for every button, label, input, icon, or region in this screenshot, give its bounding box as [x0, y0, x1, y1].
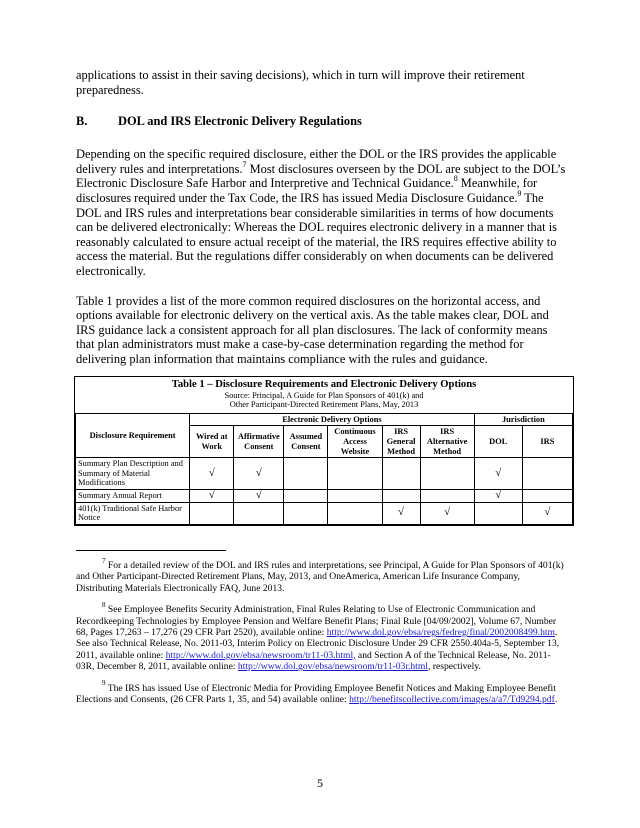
table-source-line: Other Participant-Directed Retirement Plans, May, 2013	[229, 400, 419, 410]
row-label: 401(k) Traditional Safe Harbor Notice	[76, 502, 190, 524]
footnote-number: 7	[102, 556, 106, 565]
text-run: The DOL and IRS rules and interpretations bear considerable similarities in terms of how documents can be delivered electronically: Whereas the DOL requires electronic delivery in a manner that is reasonably calculated to ensure actual receipt of the material, the IRS requires effective ability to access the material. But the regulations differ considerably on when documents can be delivered electronically.	[76, 190, 557, 278]
check-mark-cell: √	[420, 502, 474, 524]
column-header: Assumed Consent	[284, 426, 328, 458]
column-header: IRS	[522, 426, 572, 458]
check-mark-cell: √	[234, 489, 284, 502]
header-electronic-delivery: Electronic Delivery Options	[190, 413, 474, 426]
footnote-ref-7: 7	[242, 159, 247, 169]
paragraph: applications to assist in their saving decisions), which in turn will improve their retirement preparedness.	[76, 68, 525, 97]
footnote-text: , respectively.	[427, 661, 481, 673]
footnote-ref-8: 8	[453, 174, 458, 184]
check-mark-cell: √	[234, 458, 284, 490]
table-row	[76, 489, 573, 502]
column-header: Wired at Work	[190, 426, 234, 458]
text-run: Most disclosures overseen by the DOL are subject to the DOL’s Electronic Disclosure Safe Harbor and Interpretive and Technical Guidance.	[76, 161, 566, 191]
paragraph: Table 1 provides a list of the more common required disclosures on the horizontal access, and options available for electronic delivery on the vertical axis. As the table makes clear, DOL and IRS guidance lack a consistent approach for all plan disclosures. The lack of conformity means that plan administrators must make a case-by-case determination regarding the method for delivering plan information that maintains compliance with the rules and guidance.	[76, 293, 549, 366]
header-jurisdiction: Jurisdiction	[474, 413, 572, 426]
footnote-number: 8	[102, 601, 106, 610]
column-header: Continuous Access Website	[328, 426, 382, 458]
footnote-text: . See also Technical Release, No. 2011-03, Interim Policy on Electronic Disclosure Under 29 CFR 2550.404a-5, September 13, 2011, available online:	[76, 627, 560, 661]
empty-cell	[284, 502, 328, 524]
column-header: DOL	[474, 426, 522, 458]
empty-cell	[474, 502, 522, 524]
check-mark-cell: √	[382, 502, 420, 524]
footnote-7	[76, 556, 568, 594]
check-mark-cell: √	[190, 489, 234, 502]
check-mark-cell: √	[474, 458, 522, 490]
footnote-text: The IRS has issued Use of Electronic Media for Providing Employee Benefit Notices and Making Employee Benefit Elections and Consents, (26 CFR Parts 1, 35, and 54) available online:	[76, 682, 556, 706]
text-run: Depending on the specific required disclosure, either the DOL or the IRS provides the applicable delivery rules and interpretations.	[76, 147, 557, 176]
footnote-ref-9: 9	[517, 188, 522, 198]
footnote-text: .	[554, 694, 558, 706]
table-row	[76, 458, 573, 490]
footnote-link[interactable]: http://www.dol.gov/ebsa/regs/fedreg/final/2002008499.htm	[326, 627, 556, 639]
footnote-number: 9	[102, 679, 106, 688]
empty-cell	[328, 458, 382, 490]
table-row	[76, 502, 573, 524]
empty-cell	[234, 502, 284, 524]
row-label: Summary Annual Report	[76, 489, 190, 502]
empty-cell	[382, 489, 420, 502]
empty-cell	[284, 489, 328, 502]
section-number: B.	[76, 114, 88, 129]
empty-cell	[328, 502, 382, 524]
empty-cell	[522, 489, 572, 502]
disclosure-table	[74, 376, 574, 526]
check-mark-cell: √	[190, 458, 234, 490]
paragraph	[76, 147, 568, 278]
column-header: Affirmative Consent	[234, 426, 284, 458]
table-source-line: Source: Principal, A Guide for Plan Sponsors of 401(k) and	[224, 391, 424, 400]
column-header: IRS Alternative Method	[420, 426, 474, 458]
empty-cell	[522, 458, 572, 490]
footnote-link[interactable]: http://www.dol.gov/ebsa/newsroom/tr11-03r.html	[237, 661, 428, 673]
footnote-link[interactable]: http://benefitscollective.com/images/a/a7/Td9294.pdf	[349, 694, 555, 706]
table-title: Table 1 – Disclosure Requirements and Electronic Delivery Options	[171, 379, 477, 390]
section-heading	[76, 114, 568, 129]
empty-cell	[190, 502, 234, 524]
empty-cell	[382, 458, 420, 490]
check-mark-cell: √	[522, 502, 572, 524]
footnote-text: See Employee Benefits Security Administration, Final Rules Relating to Use of Electronic Communication and Recordkeeping Technologies by Employee Pension and Welfare Benefit Plans; Final Rule [04/09/2002], Volume 67, Number 68, Pages 17,263 – 17,276 (29 CFR Part 2520), available online:	[76, 604, 557, 639]
empty-cell	[420, 458, 474, 490]
row-label: Summary Plan Description and Summary of Material Modifications	[76, 458, 190, 490]
footnote-8	[76, 601, 568, 673]
empty-cell	[328, 489, 382, 502]
footnote-9	[76, 679, 568, 706]
footnote-link[interactable]: http://www.dol.gov/ebsa/newsroom/tr11-03.html,	[165, 649, 356, 661]
section-title: DOL and IRS Electronic Delivery Regulations	[118, 114, 362, 129]
footnote-divider	[76, 550, 226, 551]
footnotes	[76, 556, 568, 715]
empty-cell	[284, 458, 328, 490]
text-run: Meanwhile, for disclosures required under the Tax Code, the IRS has issued Media Disclosure Guidance.	[76, 176, 538, 205]
footnote-text: For a detailed review of the DOL and IRS rules and interpretations, see Principal, A Guide for Plan Sponsors of 401(k) and Other Participant-Directed Retirement Plans, May, 2013, and OneAmerica, American Life Insurance Company, Distributing Materials Electronically FAQ, June 2013.	[76, 560, 564, 594]
body-text	[76, 68, 568, 373]
footnote-text: and Section A of the Technical Release, No. 2011-03R, December 8, 2011, available online:	[76, 649, 551, 673]
page-number: 5	[317, 776, 323, 790]
check-mark-cell: √	[474, 489, 522, 502]
header-disclosure: Disclosure Requirement	[76, 413, 190, 457]
empty-cell	[420, 489, 474, 502]
table-caption	[76, 377, 573, 413]
column-header: IRS General Method	[382, 426, 420, 458]
